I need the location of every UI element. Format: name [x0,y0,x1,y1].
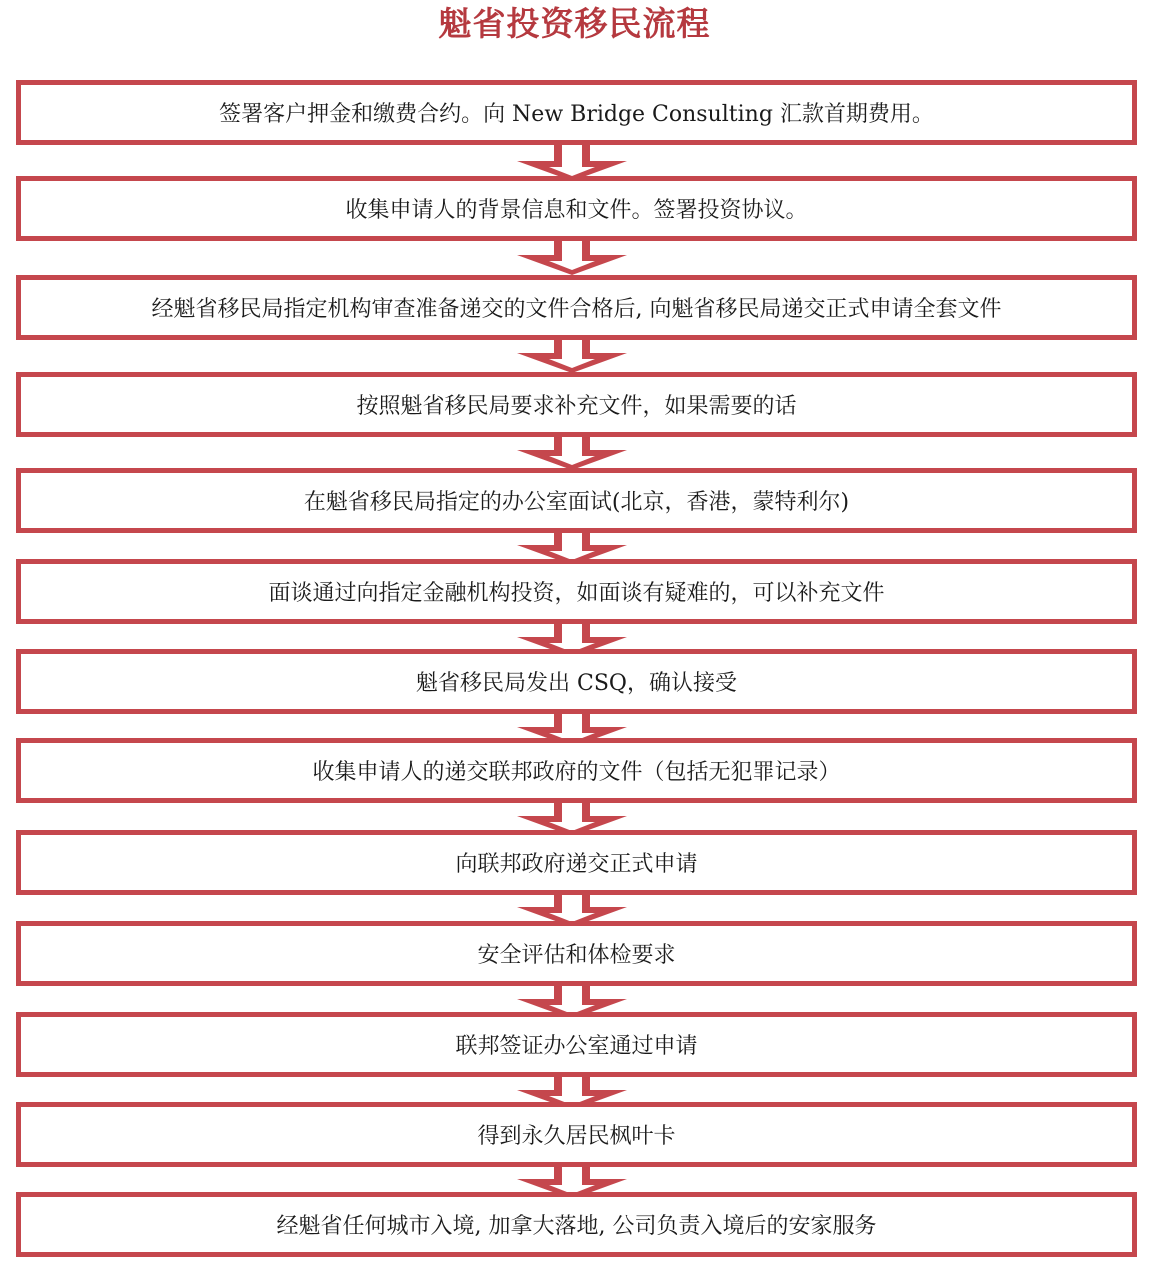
flow-step-3: 经魁省移民局指定机构审查准备递交的文件合格后, 向魁省移民局递交正式申请全套文件 [16,275,1137,340]
flow-step-6: 面谈通过向指定金融机构投资，如面谈有疑难的，可以补充文件 [16,559,1137,624]
flow-step-5: 在魁省移民局指定的办公室面试(北京，香港，蒙特利尔) [16,468,1137,533]
flow-step-10: 安全评估和体检要求 [16,921,1137,986]
page-title: 魁省投资移民流程 [438,4,711,43]
flow-step-11: 联邦签证办公室通过申请 [16,1012,1137,1077]
flow-arrow-3 [517,337,627,373]
flow-step-13: 经魁省任何城市入境, 加拿大落地, 公司负责入境后的安家服务 [16,1192,1137,1257]
flow-step-8: 收集申请人的递交联邦政府的文件（包括无犯罪记录） [16,738,1137,803]
flow-arrow-2 [517,239,627,275]
flow-step-9: 向联邦政府递交正式申请 [16,830,1137,895]
flow-step-7: 魁省移民局发出 CSQ，确认接受 [16,649,1137,714]
flow-step-12: 得到永久居民枫叶卡 [16,1102,1137,1167]
flow-step-4: 按照魁省移民局要求补充文件，如果需要的话 [16,372,1137,437]
flow-step-2: 收集申请人的背景信息和文件。签署投资协议。 [16,176,1137,241]
flow-arrow-4 [517,434,627,470]
flow-step-1: 签署客户押金和缴费合约。向 New Bridge Consulting 汇款首期费用。 [16,80,1137,145]
